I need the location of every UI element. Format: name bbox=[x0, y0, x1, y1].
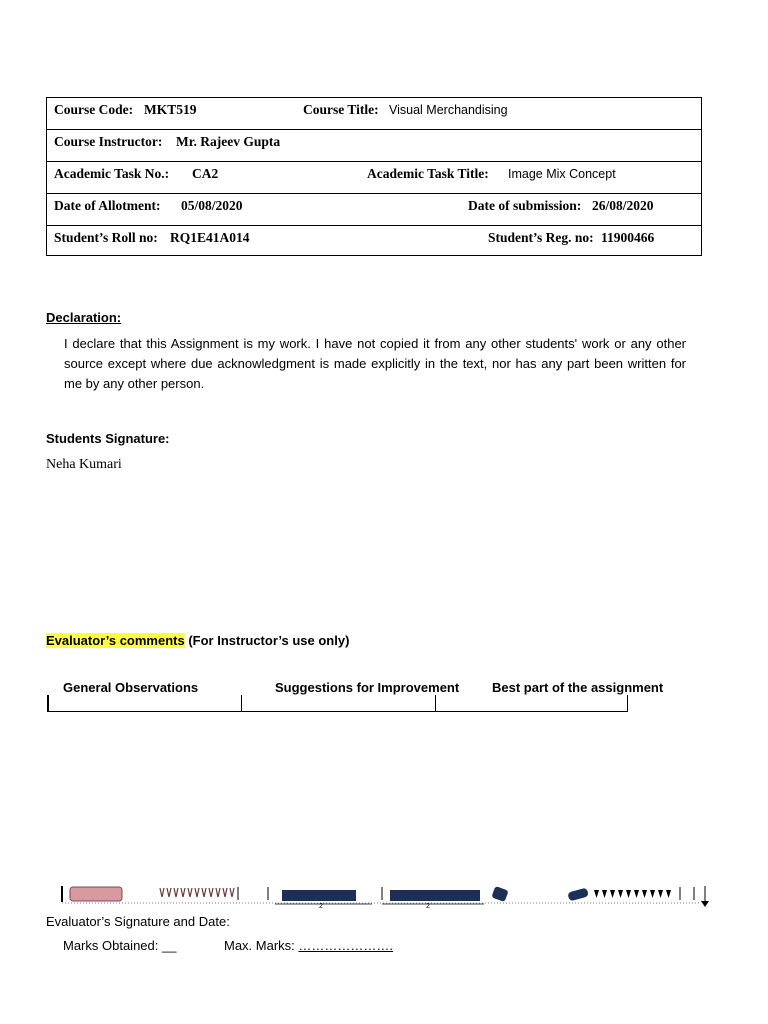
column-best-part: Best part of the assignment bbox=[492, 680, 664, 695]
column-general-observations: General Observations bbox=[63, 680, 199, 695]
ruler-arrow-marks bbox=[594, 890, 671, 898]
ruler-dark-block bbox=[390, 890, 480, 901]
declaration-text: I declare that this Assignment is my work. I have not copied it from any other students' work or any other source except where due acknowledgment is made explicitly in the text, nor has any part been written for me by any other person. bbox=[64, 336, 686, 391]
info-row-dates bbox=[47, 194, 701, 226]
signature-name: Neha Kumari bbox=[46, 457, 122, 472]
submission-value: 26/08/2020 bbox=[592, 198, 654, 213]
signature-heading: Students Signature: bbox=[46, 431, 170, 446]
marks-obtained-value: __ bbox=[162, 938, 177, 953]
observations-divider bbox=[241, 695, 242, 712]
submission-label: Date of submission: bbox=[468, 198, 582, 213]
ruler-strip bbox=[60, 884, 712, 910]
roll-value: RQ1E41A014 bbox=[170, 230, 250, 245]
reg-label: Student’s Reg. no: bbox=[488, 230, 594, 245]
task-title-value: Image Mix Concept bbox=[508, 167, 616, 181]
task-no-label: Academic Task No.: bbox=[54, 166, 170, 181]
ruler-dark-marker bbox=[491, 886, 508, 902]
ruler-pink-block bbox=[70, 887, 122, 901]
marks-obtained-label: Marks Obtained: bbox=[63, 938, 159, 953]
info-row-course bbox=[47, 98, 701, 130]
observations-box bbox=[47, 695, 628, 712]
ruler-down-arrow bbox=[701, 901, 709, 907]
allotment-value: 05/08/2020 bbox=[181, 198, 243, 213]
evaluator-signature-date: Evaluator’s Signature and Date: bbox=[46, 914, 230, 929]
ruler-label: 2 bbox=[319, 903, 323, 910]
info-row-student bbox=[47, 226, 701, 255]
max-marks-value: …………………. bbox=[298, 938, 394, 953]
info-row-task bbox=[47, 162, 701, 194]
observations-divider bbox=[435, 695, 436, 712]
task-no-value: CA2 bbox=[192, 166, 219, 181]
ruler-label: 2 bbox=[426, 903, 430, 910]
course-code-label: Course Code: bbox=[54, 102, 134, 117]
evaluator-heading-note: (For Instructor’s use only) bbox=[184, 633, 350, 648]
marks-obtained bbox=[63, 938, 176, 953]
course-code-value: MKT519 bbox=[144, 102, 197, 117]
evaluator-heading-highlight: Evaluator’s comments bbox=[46, 633, 185, 648]
max-marks-label: Max. Marks: bbox=[224, 938, 295, 953]
max-marks bbox=[224, 938, 393, 953]
assignment-info-table bbox=[46, 97, 702, 256]
ruler-dark-block bbox=[282, 890, 356, 901]
course-title-label: Course Title: bbox=[303, 102, 379, 117]
task-title-label: Academic Task Title: bbox=[367, 166, 489, 181]
evaluator-heading bbox=[46, 633, 349, 648]
ruler-tab-marks bbox=[160, 888, 234, 897]
allotment-label: Date of Allotment: bbox=[54, 198, 161, 213]
instructor-value: Mr. Rajeev Gupta bbox=[176, 134, 281, 149]
course-title-value: Visual Merchandising bbox=[389, 103, 508, 117]
ruler-dark-marker bbox=[567, 888, 589, 902]
declaration-heading: Declaration: bbox=[46, 310, 122, 325]
roll-label: Student’s Roll no: bbox=[54, 230, 158, 245]
instructor-label: Course Instructor: bbox=[54, 134, 163, 149]
column-suggestions: Suggestions for Improvement bbox=[275, 680, 460, 695]
info-row-instructor bbox=[47, 130, 701, 162]
reg-value: 11900466 bbox=[601, 230, 655, 245]
